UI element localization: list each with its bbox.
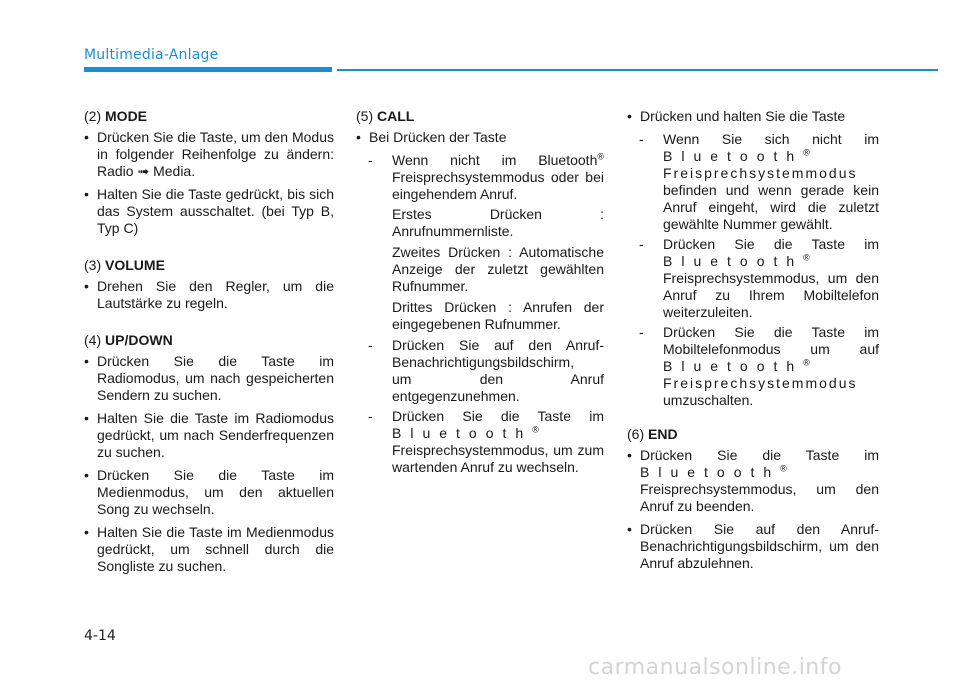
list-subitem: - Wenn nicht im Bluetooth® Freisprechsystemmodus oder bei eingehendem Anruf. [368, 152, 604, 203]
list-item: • Drehen Sie den Regler, um die Lautstärke zu regeln. [84, 278, 334, 312]
list-subitem-detail: Zweites Drücken : Automatische Anzeige der zuletzt gewählten Rufnummer. [392, 244, 604, 294]
header-title: Multimedia-Anlage [84, 47, 219, 63]
column-right [627, 108, 879, 578]
list-item: • Drücken Sie die Taste im Bluetooth® Freisprechsystemmodus, um den Anruf zu beenden. [627, 447, 879, 515]
list-subitem: - Wenn Sie sich nicht im Bluetooth® Freisprechsystemmodus befinden und wenn gerade kein Anruf eingeht, wird die zuletzt gewählte Nummer gewählt. [639, 131, 879, 233]
section-heading-volume: (3) VOLUME [84, 257, 165, 273]
section-heading-call: (5) CALL [356, 108, 415, 124]
section-heading-end: (6) END [627, 426, 678, 442]
list-item: • Bei Drücken der Taste [356, 129, 604, 146]
list-item: • Drücken und halten Sie die Taste [627, 108, 879, 125]
column-middle [356, 108, 604, 479]
list-item: • Halten Sie die Taste im Radiomodus gedrückt, um nach Senderfrequenzen zu suchen. [84, 410, 334, 461]
list-item: • Halten Sie die Taste gedrückt, bis sich das System ausschaltet. (bei Typ B, Typ C) [84, 186, 334, 237]
page-number: 4-14 [84, 628, 116, 644]
header-rule-thin [337, 69, 938, 71]
list-item: • Drücken Sie auf den Anruf-Benachrichtigungsbildschirm, um den Anruf abzulehnen. [627, 521, 879, 572]
section-heading-mode: (2) MODE [84, 108, 148, 124]
list-subitem: - Drücken Sie auf den Anruf- Benachrichtigungsbildschirm, um den Anruf entgegenzunehmen. [368, 337, 604, 405]
list-subitem-detail: Erstes Drücken : Anrufnummernliste. [392, 206, 604, 239]
list-item: • Drücken Sie die Taste im Radiomodus, um nach gespeicherten Sendern zu suchen. [84, 353, 334, 404]
section-heading-up-down: (4) UP/DOWN [84, 332, 173, 348]
list-item: • Drücken Sie die Taste, um den Modus in folgender Reihenfolge zu ändern: Radio ➟ Media. [84, 129, 334, 180]
list-item: • Halten Sie die Taste im Medienmodus gedrückt, um schnell durch die Songliste zu suchen. [84, 524, 334, 575]
column-left [84, 108, 334, 581]
list-item: • Drücken Sie die Taste im Medienmodus, um den aktuellen Song zu wechseln. [84, 467, 334, 518]
list-subitem: - Drücken Sie die Taste im Bluetooth® Freisprechsystemmodus, um zum wartenden Anruf zu wechseln. [368, 408, 604, 476]
list-subitem: - Drücken Sie die Taste im Bluetooth® Freisprechsystemmodus, um den Anruf zu Ihrem Mobiltelefon weiterzuleiten. [639, 236, 879, 321]
list-subitem-detail: Drittes Drücken : Anrufen der eingegebenen Rufnummer. [392, 299, 604, 332]
list-subitem: - Drücken Sie die Taste im Mobiltelefonmodus um auf Bluetooth® Freisprechsystemmodus umzuschalten. [639, 324, 879, 409]
header-rule-thick [84, 67, 332, 72]
watermark: carmanualsonline.info [588, 655, 842, 680]
